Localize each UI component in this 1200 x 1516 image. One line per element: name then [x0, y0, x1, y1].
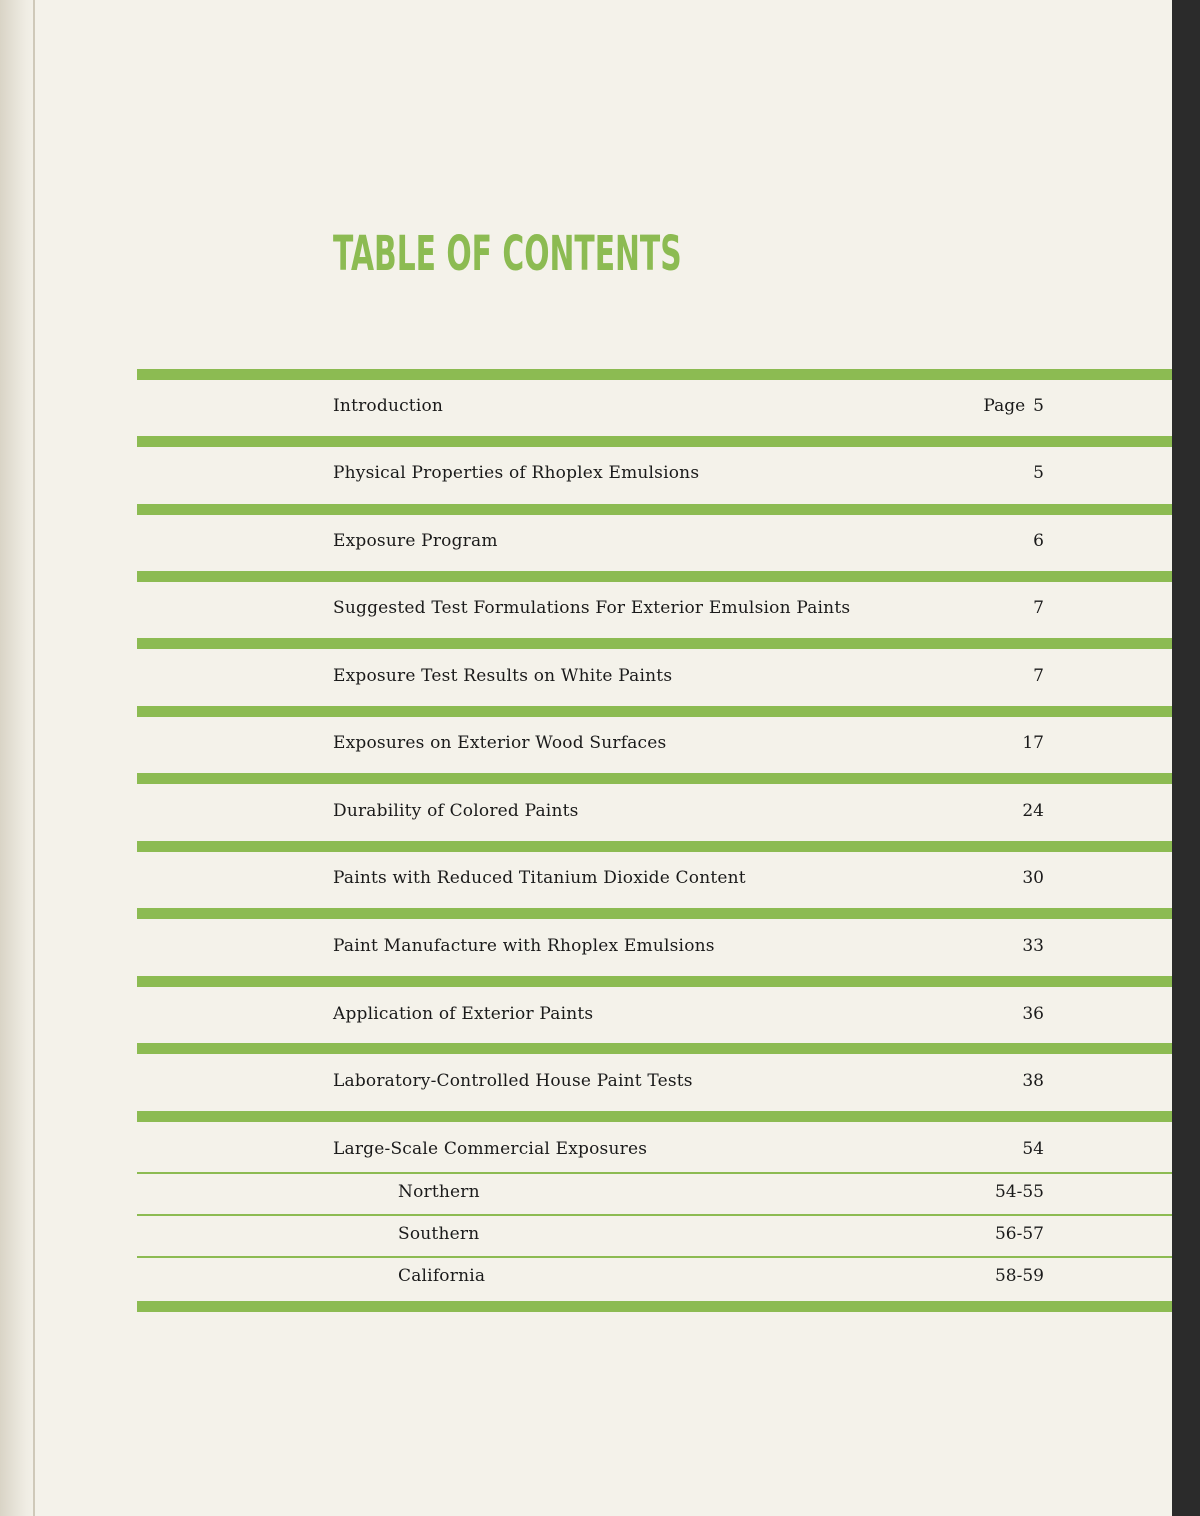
toc-entry-page: 33: [1022, 936, 1044, 956]
toc-entry-page: 36: [1022, 1004, 1044, 1024]
toc-subentry-label: Northern: [398, 1182, 480, 1202]
toc-entry-label: Suggested Test Formulations For Exterior Emulsion Paints: [333, 598, 851, 618]
toc-subentry-label: California: [398, 1266, 486, 1286]
toc-entry-page: 30: [1022, 868, 1044, 888]
toc-entry-label: Application of Exterior Paints: [333, 1004, 594, 1024]
toc-entry-page: 38: [1022, 1071, 1044, 1091]
rule-bar: [137, 841, 1172, 852]
toc-entry-page: 54: [1022, 1139, 1044, 1159]
rule-bar: [137, 976, 1172, 987]
toc-entry-page: 17: [1022, 733, 1044, 753]
toc-subentry-page: 56-57: [994, 1224, 1044, 1244]
toc-entry-label: Exposure Program: [333, 531, 498, 551]
toc-entry-label: Physical Properties of Rhoplex Emulsions: [333, 463, 700, 483]
toc-entry-label: Paint Manufacture with Rhoplex Emulsions: [333, 936, 715, 956]
toc-subentry-page: 58-59: [994, 1266, 1044, 1286]
page-binding-edge: [0, 0, 36, 1516]
page-title: TABLE OF CONTENTS: [333, 226, 682, 282]
rule-bar: [137, 1111, 1172, 1122]
rule-bar: [137, 571, 1172, 582]
rule-bar: [137, 1301, 1172, 1312]
toc-entry-page: 24: [1022, 801, 1044, 821]
rule-bar: [137, 773, 1172, 784]
toc-entry-label: Exposure Test Results on White Paints: [333, 666, 673, 686]
rule-bar: [137, 638, 1172, 649]
spine-line: [33, 0, 35, 1516]
toc-entry-page: 7: [1033, 666, 1044, 686]
rule-bar: [137, 436, 1172, 447]
page-number: 5: [1033, 396, 1044, 416]
rule-bar: [137, 706, 1172, 717]
rule-bar: [137, 504, 1172, 515]
thin-rule: [137, 1214, 1172, 1216]
toc-entry-label: Large-Scale Commercial Exposures: [333, 1139, 648, 1159]
toc-entry-page: 7: [1033, 598, 1044, 618]
toc-entry-label: Laboratory-Controlled House Paint Tests: [333, 1071, 693, 1091]
toc-subentry-page: 54-55: [994, 1182, 1044, 1202]
toc-entry-label: Durability of Colored Paints: [333, 801, 579, 821]
toc-entry-label: Paints with Reduced Titanium Dioxide Content: [333, 868, 746, 888]
rule-bar: [137, 908, 1172, 919]
toc-entry-label: Exposures on Exterior Wood Surfaces: [333, 733, 667, 753]
toc-subentry-label: Southern: [398, 1224, 480, 1244]
rule-bar: [137, 1043, 1172, 1054]
rule-bar: [137, 369, 1172, 380]
thin-rule: [137, 1172, 1172, 1174]
toc-entry-label: Introduction: [333, 396, 444, 416]
toc-entry-page: 5: [1033, 463, 1044, 483]
toc-entry-page: [983, 396, 1044, 416]
thin-rule: [137, 1256, 1172, 1258]
page-prefix: Page: [983, 396, 1026, 416]
toc-entry-page: 6: [1033, 531, 1044, 551]
